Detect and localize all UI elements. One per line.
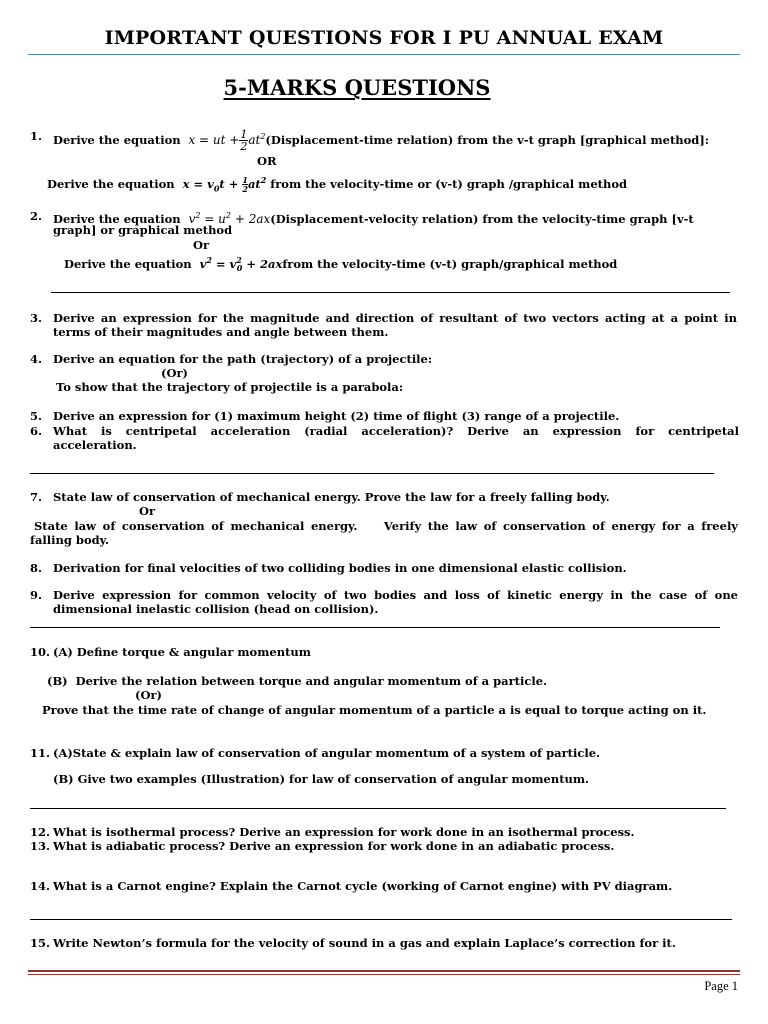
separator-line: [30, 808, 726, 809]
or-label: Or: [193, 238, 210, 252]
equation-v2-u2: $v^2 = u^2 + 2ax$: [188, 211, 271, 226]
question-number: 9.: [30, 588, 43, 602]
question-number: 5.: [30, 409, 43, 423]
question-5-line1: Derive an expression for (1) maximum height (2) time of flight (3) range of a projectile.: [53, 409, 620, 423]
section-title-text: 5-MARKS QUESTIONS: [223, 75, 491, 100]
question-text: from the velocity-time (v-t) graph/graphical method: [282, 256, 618, 271]
footer-rule-thick: [28, 970, 740, 972]
equation-v2-v02: $v^2 = v^2_0 + 2ax$: [199, 255, 283, 274]
or-label: (Or): [161, 366, 188, 380]
question-10-line1: (A) Define torque & angular momentum: [53, 645, 311, 659]
question-number: 3.: [30, 311, 43, 325]
question-number: 7.: [30, 490, 43, 504]
separator-line: [30, 473, 714, 474]
question-7-alt1: State law of conservation of mechanical energy. Verify the law of conservation of energy for a freely: [34, 519, 738, 533]
question-11-line1: (A)State & explain law of conservation of angular momentum of a system of particle.: [53, 746, 601, 760]
question-2-line2: graph] or graphical method: [53, 223, 233, 237]
question-14-line1: What is a Carnot engine? Explain the Carnot cycle (working of Carnot engine) with PV diagram.: [53, 879, 673, 893]
question-10-line2: (B) Derive the relation between torque and angular momentum of a particle.: [47, 674, 548, 688]
page-number: Page 1: [704, 979, 738, 993]
section-title: [0, 75, 714, 100]
footer-rule-thin: [28, 974, 740, 975]
question-8-line1: Derivation for final velocities of two colliding bodies in one dimensional elastic collision.: [53, 561, 627, 575]
question-7-alt2: falling body.: [30, 533, 110, 547]
question-1-line: [53, 129, 709, 152]
question-number: 14.: [30, 879, 51, 893]
question-13-line1: What is adiabatic process? Derive an expression for work done in an adiabatic process.: [53, 839, 615, 853]
question-text: Derive the equation: [64, 256, 192, 271]
question-10-alt: Prove that the time rate of change of angular momentum of a particle a is equal to torque acting on it.: [42, 703, 707, 717]
question-1-alt: [47, 173, 627, 195]
question-number: 12.: [30, 825, 51, 839]
question-text: Derive the equation: [53, 212, 181, 226]
equation-x-ut: x = ut + $\frac{1}{2}$ $at^2$: [188, 128, 266, 153]
fraction: $\frac{1}{2}$: [242, 175, 248, 195]
question-text: (Displacement-velocity relation) from the velocity-time graph [v-t: [270, 212, 694, 226]
separator-line: [30, 627, 720, 628]
question-6-line2: acceleration.: [53, 438, 137, 452]
question-3-line2: terms of their magnitudes and angle between them.: [53, 325, 389, 339]
or-label: Or: [139, 504, 156, 518]
question-number: 11.: [30, 746, 51, 760]
question-text: Derive the equation: [47, 176, 175, 191]
header-rule: [28, 54, 740, 55]
question-9-line1: Derive expression for common velocity of two bodies and loss of kinetic energy in the case of one: [53, 588, 738, 602]
question-text: from the velocity-time or (v-t) graph /graphical method: [270, 176, 628, 191]
question-3-line1: Derive an expression for the magnitude and direction of resultant of two vectors acting at a point in: [53, 311, 737, 325]
question-text: (Displacement-time relation) from the v-t graph [graphical method]:: [265, 133, 710, 147]
question-9-line2: dimensional inelastic collision (head on collision).: [53, 602, 379, 616]
question-11-line2: (B) Give two examples (Illustration) for law of conservation of angular momentum.: [53, 772, 590, 786]
fraction: $\frac{1}{2}$: [240, 128, 248, 153]
separator-line: [30, 919, 732, 920]
or-label: (Or): [135, 688, 162, 702]
equation-x-v0t: $x = v_0t$ + $\frac{1}{2}$ $at^2$: [182, 175, 267, 195]
question-7-line1: State law of conservation of mechanical energy. Prove the law for a freely falling body.: [53, 490, 610, 504]
question-6-line1: What is centripetal acceleration (radial acceleration)? Derive an expression for centripetal: [53, 424, 739, 438]
question-number: 1.: [30, 129, 43, 143]
question-number: 8.: [30, 561, 43, 575]
question-number: 6.: [30, 424, 43, 438]
question-number: 2.: [30, 209, 43, 223]
question-number: 15.: [30, 936, 51, 950]
question-15-line1: Write Newton’s formula for the velocity of sound in a gas and explain Laplace’s correction for it.: [53, 936, 676, 950]
question-number: 10.: [30, 645, 51, 659]
question-2-alt: [64, 253, 617, 275]
separator-line: [51, 292, 730, 293]
or-label: OR: [257, 154, 277, 168]
question-12-line1: What is isothermal process? Derive an expression for work done in an isothermal process.: [53, 825, 635, 839]
question-number: 4.: [30, 352, 43, 366]
question-4-line1: Derive an equation for the path (trajectory) of a projectile:: [53, 352, 433, 366]
question-text: Derive the equation: [53, 133, 181, 147]
page-header-title: IMPORTANT QUESTIONS FOR I PU ANNUAL EXAM: [104, 27, 664, 49]
question-4-alt: To show that the trajectory of projectile is a parabola:: [56, 380, 404, 394]
question-number: 13.: [30, 839, 51, 853]
